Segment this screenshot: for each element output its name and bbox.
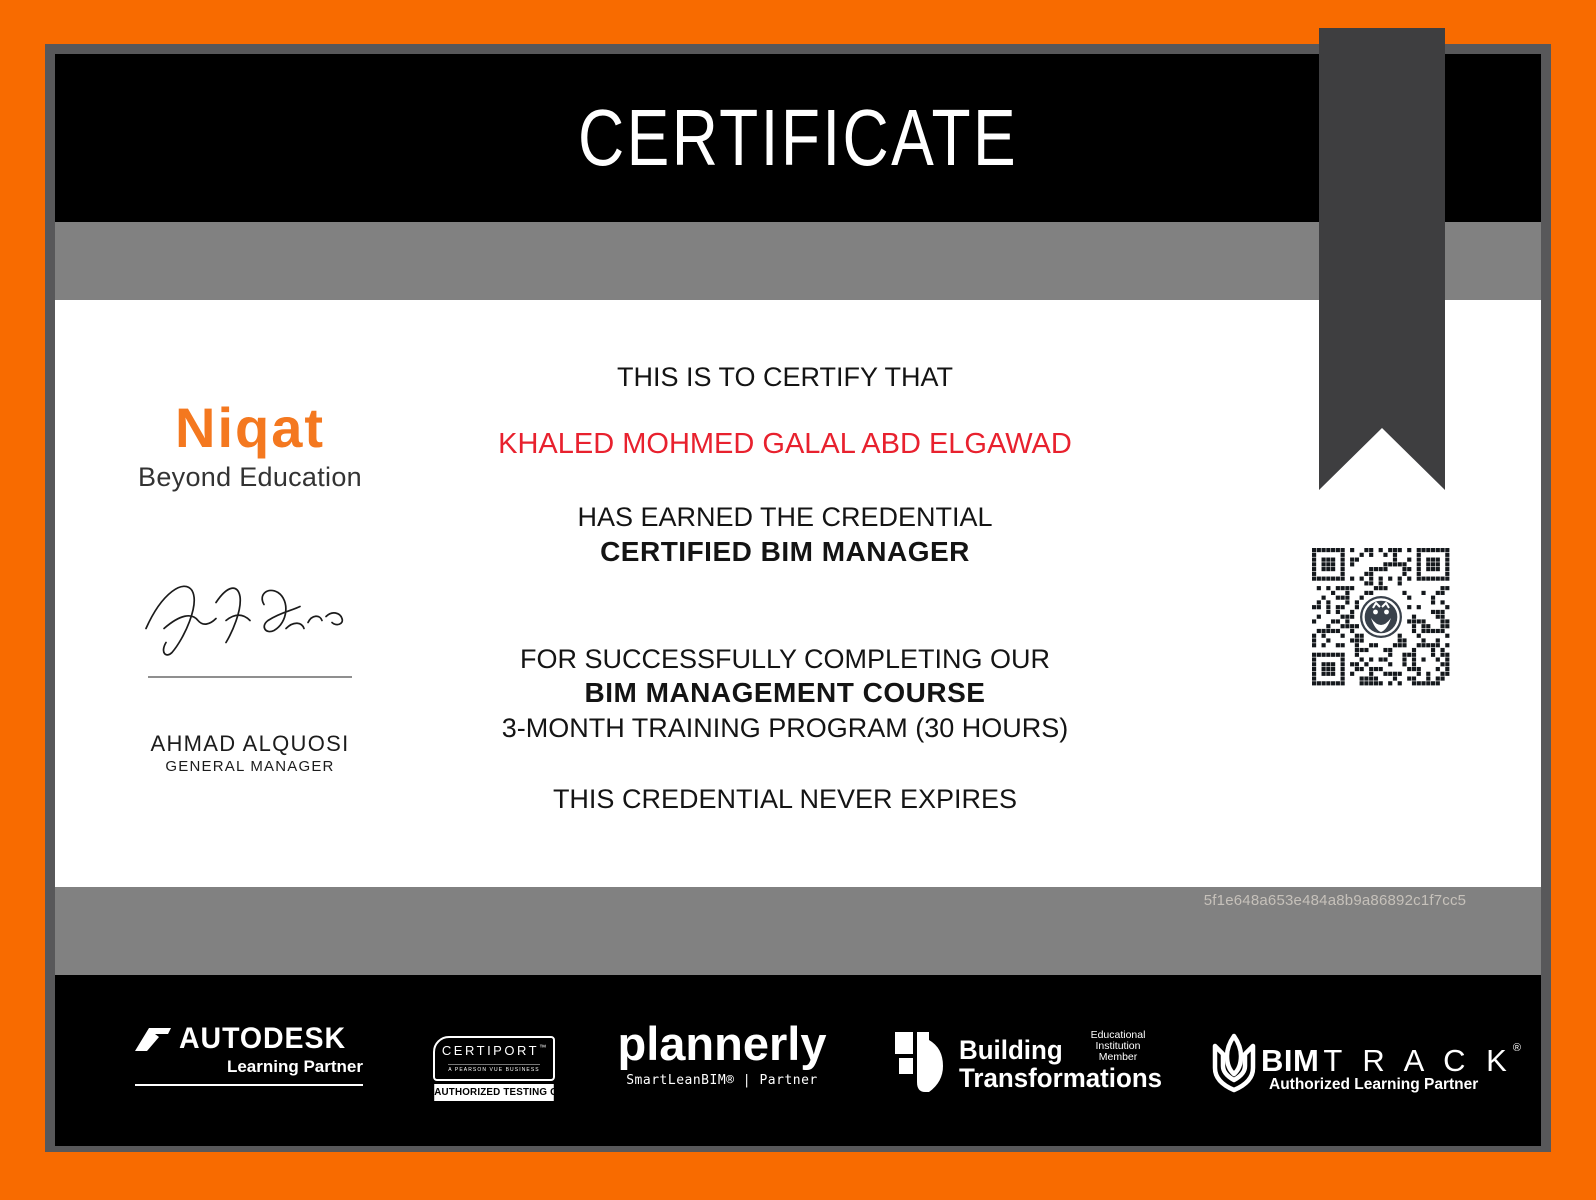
expiry-line: THIS CREDENTIAL NEVER EXPIRES <box>552 784 1018 814</box>
plannerly-subtitle: SmartLeanBIM® | Partner <box>626 1073 818 1088</box>
earned-line: HAS EARNED THE CREDENTIAL <box>577 502 993 532</box>
bimtrack-mark-icon <box>1211 1032 1257 1094</box>
plannerly-logo <box>612 1017 832 1088</box>
certiport-authorized-bar: AUTHORIZED TESTING CENTER <box>434 1084 554 1101</box>
building-transformations-logo <box>893 1022 1163 1102</box>
autodesk-subtitle: Learning Partner <box>226 1057 363 1076</box>
course-name: BIM MANAGEMENT COURSE <box>584 677 986 708</box>
autodesk-wordmark: AUTODESK <box>179 1022 347 1055</box>
header-band <box>55 54 1541 222</box>
niqat-logo-text: Niqat <box>175 396 325 459</box>
bt-line2: Transformations <box>959 1063 1163 1093</box>
signature-line <box>148 676 352 678</box>
bimtrack-logo <box>1203 1018 1521 1098</box>
program-line: 3-MONTH TRAINING PROGRAM (30 HOURS) <box>501 713 1069 743</box>
certiport-box <box>433 1036 555 1081</box>
intro-line: THIS IS TO CERTIFY THAT <box>616 362 954 392</box>
qr-center-owl-icon <box>1360 596 1402 638</box>
niqat-logo <box>110 398 390 493</box>
certiport-tagline: A PEARSON VUE BUSINESS <box>448 1064 539 1073</box>
certiport-wordmark: CERTIPORT <box>441 1043 540 1058</box>
bimtrack-bim: BIM <box>1261 1043 1320 1078</box>
recipient-name: KHALED MOHMED GALAL ABD ELGAWAD <box>498 428 1072 460</box>
certiport-badge <box>433 1036 592 1101</box>
signature-image <box>140 562 360 667</box>
bimtrack-track: T R A C K <box>1323 1043 1513 1078</box>
bimtrack-reg: ® <box>1512 1042 1521 1054</box>
signer-title: GENERAL MANAGER <box>165 758 335 775</box>
autodesk-logo <box>135 1022 363 1086</box>
gray-band-top <box>55 222 1541 300</box>
signer-name: AHMAD ALQUOSI <box>150 731 350 756</box>
verification-hash: 5f1e648a653e484a8b9a86892c1f7cc5 <box>1203 892 1467 909</box>
credential-name: CERTIFIED BIM MANAGER <box>600 536 970 567</box>
completing-line: FOR SUCCESSFULLY COMPLETING OUR <box>519 644 1051 674</box>
plannerly-wordmark: plannerly <box>617 1017 827 1070</box>
autodesk-underline <box>135 1084 363 1086</box>
ribbon-bookmark <box>1319 28 1445 490</box>
bimtrack-subtitle: Authorized Learning Partner <box>1269 1076 1479 1093</box>
certiport-trademark: ™ <box>539 1044 547 1052</box>
qr-code <box>1312 548 1450 686</box>
bt-line1: Building <box>959 1035 1063 1065</box>
building-transformations-mark-icon <box>893 1030 953 1094</box>
niqat-tagline: Beyond Education <box>138 462 362 492</box>
autodesk-mark-icon <box>135 1026 171 1052</box>
bt-member-text: Educational Institution Member <box>1090 1029 1146 1063</box>
certificate-title: CERTIFICATE <box>577 93 1019 182</box>
